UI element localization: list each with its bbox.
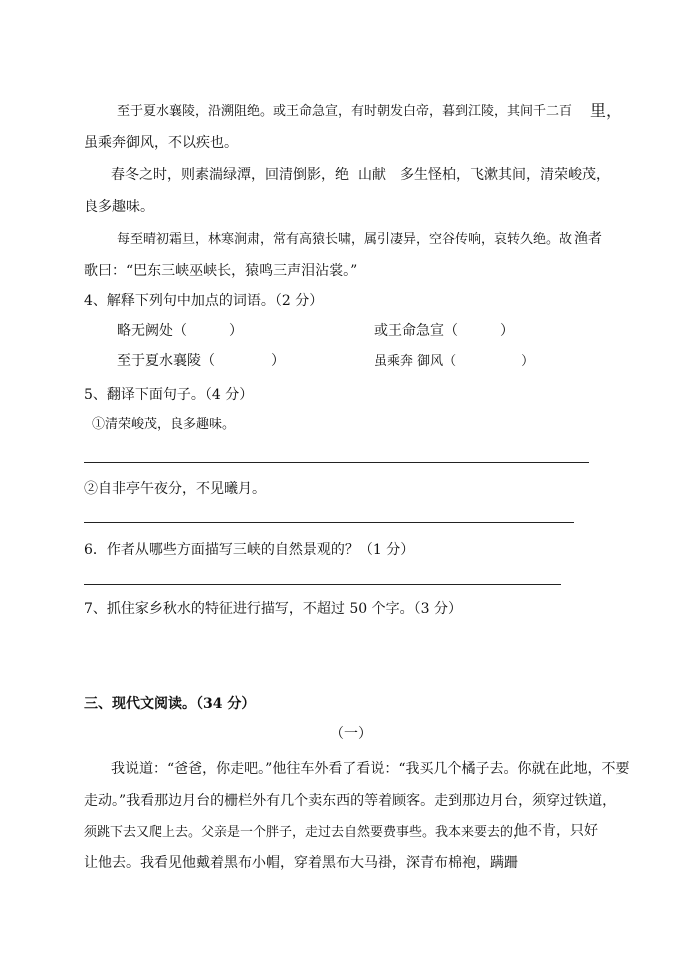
answer-line-1[interactable]	[84, 462, 589, 463]
section-3-line-2: 走动。”我看那边月台的栅栏外有几个卖东西的等着顾客。走到那边月台，须穿过铁道，	[84, 793, 617, 809]
passage-p2-line1b: 山献	[358, 167, 386, 183]
q6-title: 6．作者从哪些方面描写三峡的自然景观的？（1 分）	[84, 542, 415, 558]
passage-p2-line1c: 多生怪柏，飞漱其间，清荣峻茂，	[400, 167, 610, 183]
passage-p3-line2: 歌曰：“巴东三峡巫峡长，猿鸣三声泪沾裳。”	[84, 263, 358, 279]
q5-title: 5、翻译下面句子。（4 分）	[84, 387, 254, 403]
q5-sentence-1: ①清荣峻茂，良多趣味。	[92, 417, 236, 432]
q4-item-1: 略无阙处（ ）	[117, 323, 243, 339]
passage-p1-line2: 虽乘奔御风，不以疾也。	[84, 135, 238, 151]
q4-item-4: 虽乘奔 御风（ ）	[374, 354, 535, 369]
passage-p1-line1: 至于夏水襄陵，沿溯阻绝。或王命急宣，有时朝发白帝，暮到江陵，其间千二百	[117, 104, 573, 119]
section-3-line-1: 我说道：“爸爸，你走吧。”他往车外看了看说：“我买几个橘子去。你就在此地，不要	[111, 761, 630, 777]
passage-p2-line2: 良多趣味。	[84, 199, 154, 215]
q4-item-2: 或王命急宣（ ）	[374, 323, 514, 339]
section-3-line-4: 让他去。我看见他戴着黑布小帽，穿着黑布大马褂，深青布棉袍，蹒跚	[84, 855, 518, 871]
section-3-line-3-end: 他不肯，只好	[514, 823, 598, 839]
section-3-subtitle: （一）	[330, 726, 372, 742]
passage-p2-line1a: 春冬之时，则素湍绿潭，回清倒影，绝	[111, 167, 349, 183]
q4-title: 4、解释下列句中加点的词语。（2 分）	[84, 293, 324, 309]
passage-p1-line1-end: 里，	[590, 101, 623, 120]
passage-p3-line1a: 每至晴初霜旦，林寒涧肃，常有高猿长啸，属引凄异，空谷传响，哀转久绝。故	[117, 232, 573, 247]
answer-line-2[interactable]	[84, 522, 574, 523]
passage-p3-line1b: 渔者	[574, 231, 602, 247]
q5-sentence-2: ②自非亭午夜分，不见曦月。	[84, 481, 266, 497]
section-3-title: 三、现代文阅读。（34 分）	[84, 696, 256, 712]
answer-line-3[interactable]	[84, 584, 561, 585]
q7-title: 7、抓住家乡秋水的特征进行描写，不超过 50 个字。（3 分）	[84, 601, 462, 617]
q4-item-3: 至于夏水襄陵（ ）	[117, 353, 285, 369]
section-3-line-3: 须跳下去又爬上去。父亲是一个胖子，走过去自然要费事些。我本来要去的，	[84, 825, 527, 840]
